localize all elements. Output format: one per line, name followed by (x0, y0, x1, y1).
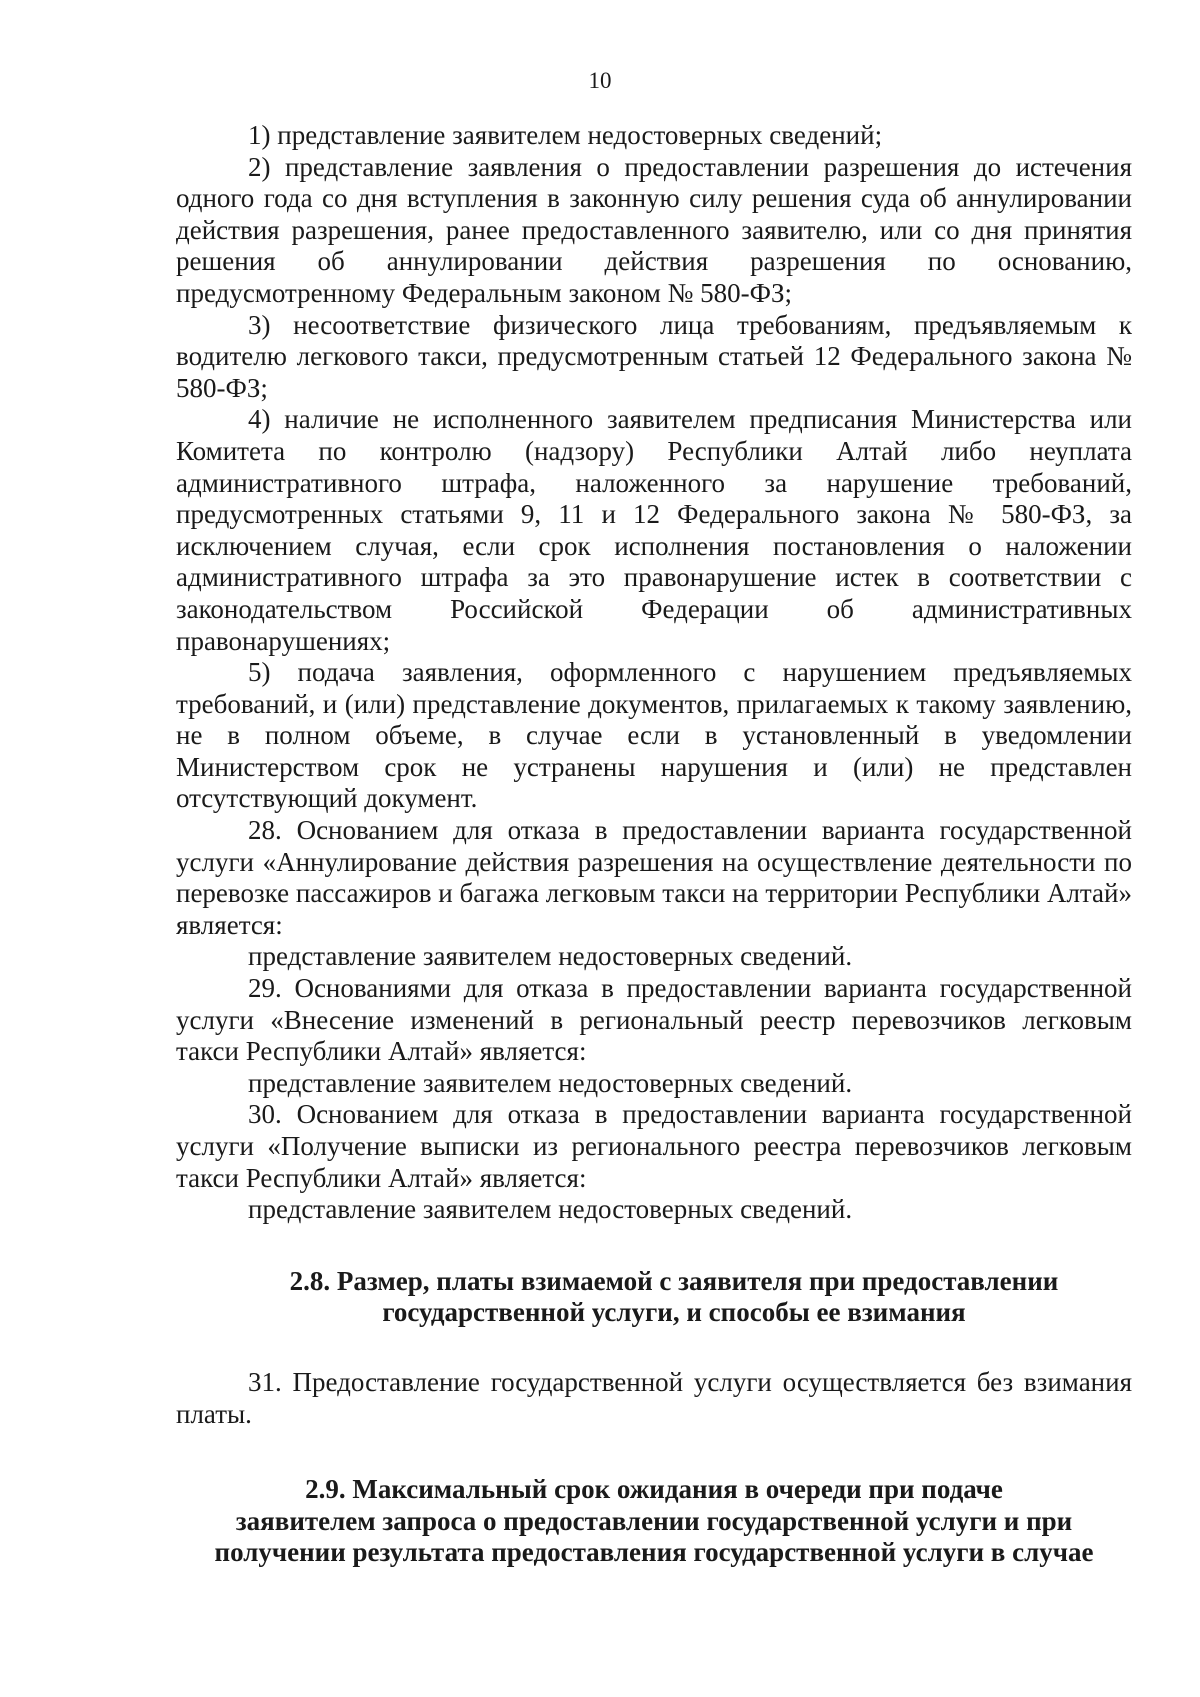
clause-31: 31. Предоставление государственной услуги осуществляется без взимания платы. (176, 1366, 1132, 1429)
section-heading-2-8 (176, 1266, 1132, 1329)
clause-29-ground: представление заявителем недостоверных сведений. (248, 1067, 853, 1098)
list-item-4: 4) наличие не исполненного заявителем предписания Министерства или Комитета по контролю (надзору) Республики Алтай либо неуплата административного штрафа, наложенного за нарушение требований, предусмотренных статьями 9, 11 и 12 Федерального закона № 580-ФЗ, за исключением случая, если срок исполнения постановления о наложении административного штрафа за это правонарушение истек в соответствии с законодательством Российской Федерации об административных правонарушениях; (176, 404, 1132, 656)
document-body (176, 120, 1132, 1569)
list-item-3: 3) несоответствие физического лица требованиям, предъявляемым к водителю легкового такси, предусмотренным статьей 12 Федерального закона № 580-ФЗ; (176, 309, 1132, 403)
clause-30: 30. Основанием для отказа в предоставлении варианта государственной услуги «Получение выписки из регионального реестра перевозчиков легковым такси Республики Алтай» является: (176, 1099, 1132, 1193)
clause-30-ground: представление заявителем недостоверных сведений. (248, 1194, 853, 1225)
section-heading-2-9-line1: 2.9. Максимальный срок ожидания в очереди при подаче (305, 1474, 1003, 1505)
section-heading-2-9-line3: получении результата предоставления государственной услуги в случае (214, 1537, 1094, 1568)
clause-29: 29. Основаниями для отказа в предоставлении варианта государственной услуги «Внесение изменений в региональный реестр перевозчиков легковым такси Республики Алтай» является: (176, 973, 1132, 1067)
clause-28-ground: представление заявителем недостоверных сведений. (248, 941, 853, 972)
section-heading-2-8-line1: 2.8. Размер, платы взимаемой с заявителя при предоставлении (289, 1265, 1059, 1296)
list-item-5: 5) подача заявления, оформленного с нарушением предъявляемых требований, и (или) представление документов, прилагаемых к такому заявлению, не в полном объеме, в случае если в установленный в уведомлении Министерством срок не устранены нарушения и (или) не представлен отсутствующий документ. (176, 657, 1132, 814)
list-item-2: 2) представление заявления о предоставлении разрешения до истечения одного года со дня вступления в законную силу решения суда об аннулировании действия разрешения, ранее предоставленного заявителю, или со дня принятия решения об аннулировании действия разрешения по основанию, предусмотренному Федеральным законом № 580-ФЗ; (176, 151, 1132, 308)
section-heading-2-9 (176, 1474, 1132, 1569)
page-number: 10 (588, 68, 612, 93)
list-item-1: 1) представление заявителем недостоверных сведений; (248, 120, 883, 150)
clause-28: 28. Основанием для отказа в предоставлении варианта государственной услуги «Аннулирование действия разрешения на осуществление деятельности по перевозке пассажиров и багажа легковым такси на территории Республики Алтай» является: (176, 815, 1132, 940)
section-heading-2-8-line2: государственной услуги, и способы ее взимания (382, 1297, 966, 1328)
section-heading-2-9-line2: заявителем запроса о предоставлении государственной услуги и при (235, 1505, 1073, 1536)
